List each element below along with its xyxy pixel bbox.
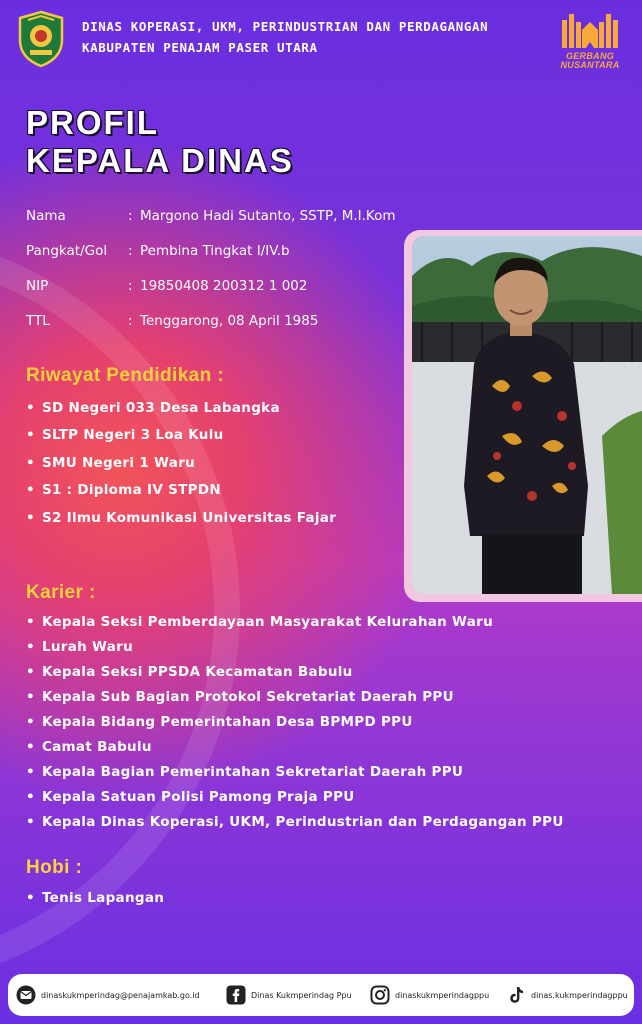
tiktok-contact[interactable] — [506, 974, 628, 1016]
hobby-heading: Hobi : — [26, 857, 83, 878]
portrait-image — [412, 236, 642, 594]
organization-name — [82, 16, 488, 58]
list-item: • Kepala Seksi Pemberdayaan Masyarakat Kelurahan Waru — [26, 610, 564, 635]
instagram-contact[interactable] — [370, 974, 489, 1016]
profile-row-rank — [26, 243, 396, 278]
profile-value: Pembina Tingkat I/IV.b — [140, 243, 290, 259]
list-item: • S1 : Diploma IV STPDN — [26, 477, 336, 504]
facebook-contact[interactable] — [226, 974, 352, 1016]
list-item: • SMU Negeri 1 Waru — [26, 450, 336, 477]
organization-line2: KABUPATEN PENAJAM PASER UTARA — [82, 40, 318, 55]
title-line2: KEPALA DINAS — [26, 142, 294, 179]
profile-value: 19850408 200312 1 002 — [140, 278, 308, 294]
logo-text-1: GERBANG — [565, 51, 615, 61]
hobby-list — [26, 886, 164, 911]
colon: : — [128, 208, 133, 224]
list-item: • Kepala Seksi PPSDA Kecamatan Babulu — [26, 660, 564, 685]
profile-label: TTL — [26, 313, 50, 329]
list-item: • Kepala Satuan Polisi Pamong Praja PPU — [26, 785, 564, 810]
profile-label: Nama — [26, 208, 66, 224]
email-contact[interactable] — [16, 974, 200, 1016]
education-list — [26, 395, 336, 532]
profile-label: NIP — [26, 278, 49, 294]
page-title — [26, 104, 294, 180]
list-item: • Kepala Bagian Pemerintahan Sekretariat Daerah PPU — [26, 760, 564, 785]
portrait-photo — [412, 236, 642, 594]
education-heading: Riwayat Pendidikan : — [26, 365, 225, 386]
colon: : — [128, 278, 133, 294]
email-icon — [16, 985, 36, 1005]
list-item: • Tenis Lapangan — [26, 886, 164, 911]
instagram-icon — [370, 985, 390, 1005]
list-item: • Kepala Dinas Koperasi, UKM, Perindustrian dan Perdagangan PPU — [26, 810, 564, 835]
profile-row-nip — [26, 278, 396, 313]
title-line1: PROFIL — [26, 104, 159, 141]
profile-row-name — [26, 208, 396, 243]
email-text: dinaskukmperindag@penajamkab.go.id — [41, 990, 200, 1000]
tiktok-text: dinas.kukmperindagppu — [531, 990, 628, 1000]
profile-info — [26, 208, 396, 348]
tiktok-icon — [506, 985, 526, 1005]
facebook-icon — [226, 985, 246, 1005]
organization-line1: DINAS KOPERASI, UKM, PERINDUSTRIAN DAN PERDAGANGAN — [82, 19, 489, 34]
colon: : — [128, 243, 133, 259]
profile-value: Tenggarong, 08 April 1985 — [140, 313, 319, 329]
list-item: • Camat Babulu — [26, 735, 564, 760]
list-item: • Kepala Sub Bagian Protokol Sekretariat Daerah PPU — [26, 685, 564, 710]
career-list — [26, 610, 564, 835]
logo-text-2: NUSANTARA — [560, 60, 620, 70]
gerbang-nusantara-logo — [556, 10, 624, 78]
career-heading: Karier : — [26, 582, 96, 603]
profile-label: Pangkat/Gol — [26, 243, 108, 259]
header — [0, 0, 642, 80]
contact-footer — [8, 974, 634, 1016]
profile-row-birth — [26, 313, 396, 348]
gerbang-nusantara-icon — [558, 10, 622, 52]
portrait-photo-frame — [404, 230, 642, 602]
colon: : — [128, 313, 133, 329]
list-item: • SD Negeri 033 Desa Labangka — [26, 395, 336, 422]
list-item: • Kepala Bidang Pemerintahan Desa BPMPD PPU — [26, 710, 564, 735]
facebook-text: Dinas Kukmperindag Ppu — [251, 990, 352, 1000]
list-item: • S2 Ilmu Komunikasi Universitas Fajar — [26, 505, 336, 532]
list-item: • Lurah Waru — [26, 635, 564, 660]
regency-emblem-icon — [16, 10, 66, 68]
list-item: • SLTP Negeri 3 Loa Kulu — [26, 422, 336, 449]
profile-value: Margono Hadi Sutanto, SSTP, M.I.Kom — [140, 208, 396, 224]
instagram-text: dinaskukmperindagppu — [395, 990, 490, 1000]
